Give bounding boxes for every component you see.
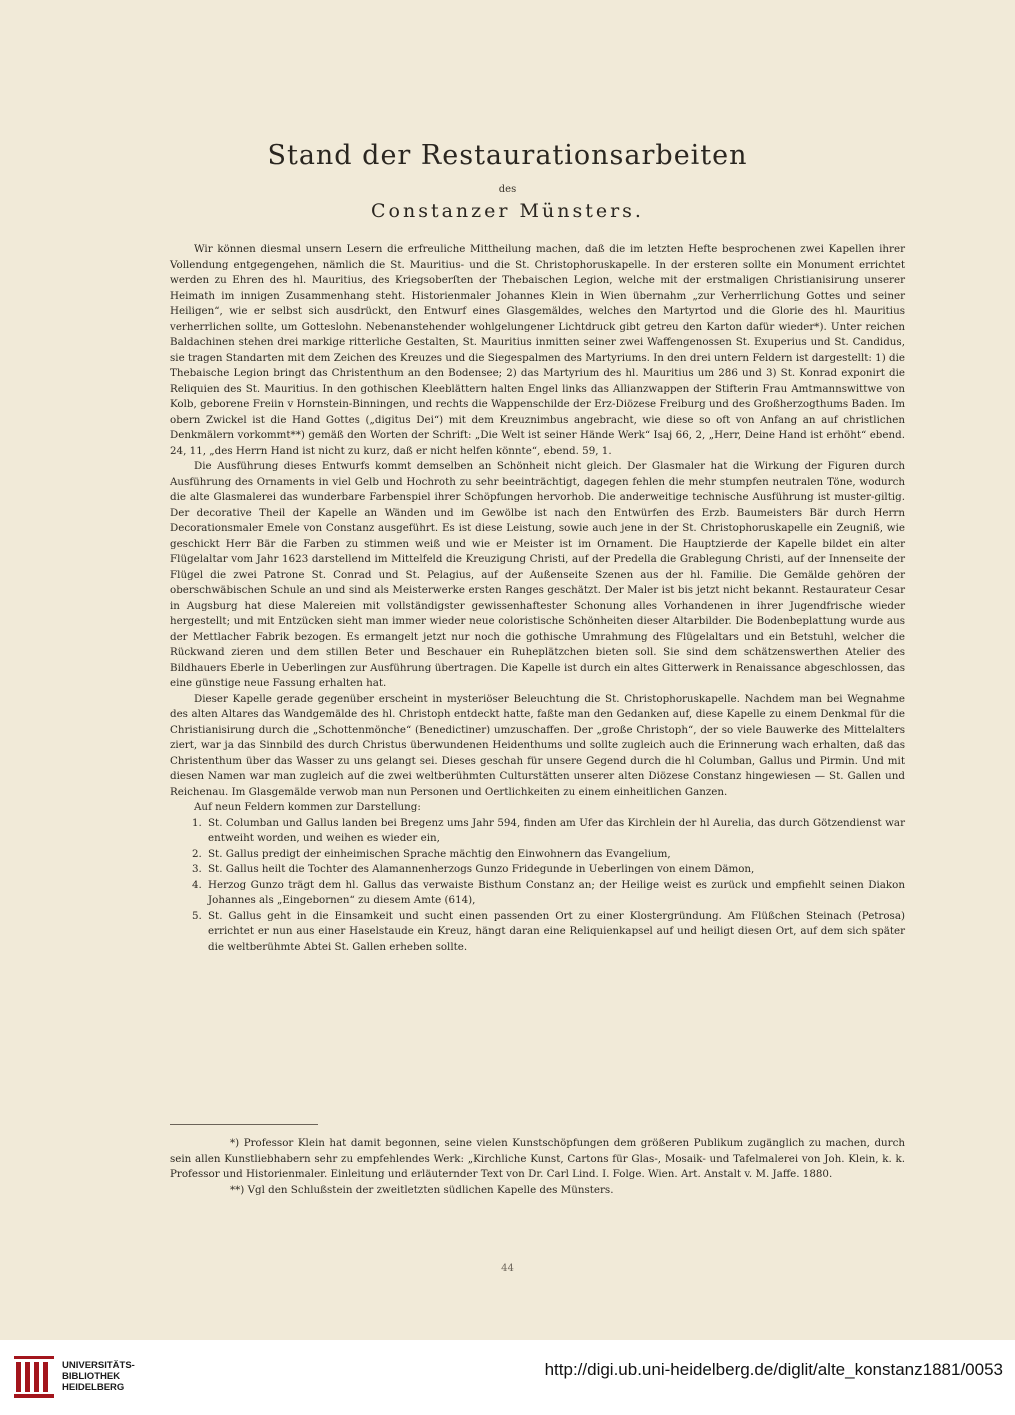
list-item — [170, 878, 905, 909]
list-number: 4. — [192, 878, 202, 891]
list-item — [170, 847, 905, 863]
list-number: 5. — [192, 909, 202, 922]
list-number: 3. — [192, 863, 202, 875]
paragraph: Die Ausführung dieses Entwurfs kommt demselben an Schönheit nicht gleich. Der Glasmaler hat die Wirkung der Figuren durch Ausführung des Ornaments in viel Gelb und Hochroth zu sehr beeinträchtigt, dagegen fehlen die mehr stumpfen neutralen Töne, wodurch die alte Glasmalerei das wunderbare Farbenspiel ihrer Schöpfungen hervorhob. Die anderweitige technische Ausführung ist muster-giltig. Der decorative Theil der Kapelle an Wänden und im Gewölbe ist nach den Entwürfen des Erzb. Baumeisters Bär durch Herrn Decorationsmaler Emele von Constanz ausgeführt. Es ist diese Leistung, sowie auch jene in der St. Christophoruskapelle ein Zeugniß, wie geschickt Herr Bär die Farben zu stimmen weiß und wie er Meister ist im Ornament. Die Hauptzierde der Kapelle bildet ein alter Flügelaltar vom Jahr 1623 darstellend im Mittelfeld die Kreuzigung Christi, auf der Predella die Grablegung Christi, auf der Innenseite der Flügel die zwei Patrone St. Conrad und St. Pelagius, auf der Außenseite Szenen aus der hl. Familie. Die Gemälde gehören der oberschwäbischen Schule an und sind als Meisterwerke ersten Ranges geschätzt. Der Maler ist bis jetzt nicht bekannt. Restaurateur Cesar in Augsburg hat diese Malereien mit vollständigster gewissenhaftester Schonung alles Vorhandenen in ihrer Jugendfrische wieder hergestellt; und mit Entzücken sieht man immer wieder neue coloristische Schönheiten dieser Altarbilder. Die Bodenbeplattung wurde aus der Mettlacher Fabrik bezogen. Es ermangelt jetzt nur noch die gothische Umrahmung des Flügelaltars und ein Betstuhl, welcher die Rückwand zieren und dem stillen Beter und Beschauer ein Ruheplätzchen bieten soll. Sie sind dem schätzenswerthen Atelier des Bildhauers Eberle in Ueberlingen zur Ausführung übertragen. Die Kapelle ist durch ein altes Gitterwerk in Renaissance abgeschlossen, das eine günstige neue Fassung erhalten hat. — [170, 460, 905, 689]
page-number: 44 — [501, 1263, 514, 1274]
footnote: *) Professor Klein hat damit begonnen, seine vielen Kunstschöpfungen dem größeren Publikum zugänglich zu machen, durch sein allen Kunstliebhabern sehr zu empfehlendes Werk: „Kirchliche Kunst, Cartons für Glas-, Mosaik- und Tafelmalerei von Joh. Klein, k. k. Professor und Historienmaler. Einleitung und erläuternder Text von Dr. Carl Lind. I. Folge. Wien. Art. Anstalt v. M. Jaffe. 1880. — [170, 1137, 905, 1180]
paragraph: Dieser Kapelle gerade gegenüber erscheint in mysteriöser Beleuchtung die St. Christophoruskapelle. Nachdem man bei Wegnahme des alten Altares das Wandgemälde des hl. Christoph entdeckt hatte, faßte man den Gedanken auf, diese Kapelle zu einem Denkmal für die Christianisirung durch die „Schottenmönche“ (Benedictiner) umzuschaffen. Der „große Christoph“, der so viele Bauwerke des Mittelalters ziert, war ja das Sinnbild des durch Christus überwundenen Heidenthums und sollte zugleich auch die Erinnerung wach erhalten, daß das Christenthum über das Wasser zu uns gelangt sei. Dieses geschah für unsere Gegend durch die hl Columban, Gallus und Pirmin. Und mit diesen Namen war man zugleich auf die zwei weltberühmten Culturstätten unserer alten Diözese Constanz hingewiesen — St. Gallen und Reichenau. Im Glasgemälde verwob man nun Personen und Oertlichkeiten zu einem einheitlichen Ganzen. — [170, 692, 905, 798]
list-number: 1. — [192, 816, 202, 829]
list-text: St. Gallus predigt der einheimischen Sprache mächtig den Einwohnern das Evangelium, — [208, 847, 671, 860]
page-subtitle: Constanzer Münsters. — [371, 200, 644, 222]
source-url[interactable]: http://digi.ub.uni-heidelberg.de/diglit/alte_konstanz1881/0053 — [544, 1360, 1003, 1379]
footnotes — [170, 1136, 905, 1198]
paragraph: Wir können diesmal unsern Lesern die erfreuliche Mittheilung machen, daß die im letzten Hefte besprochenen zwei Kapellen ihrer Vollendung entgegengehen, nämlich die St. Mauritius- und die St. Christophoruskapelle. In der ersteren sollte ein Monument errichtet werden zu Ehren des hl. Mauritius, des Kriegsoberſten der Thebaischen Legion, welche mit der erstmaligen Christianisirung unserer Heimath im innigen Zusammenhang steht. Historienmaler Johannes Klein in Wien übernahm „zur Verherrlichung Gottes und seiner Heiligen“, wie er selbst sich ausdrückt, den Entwurf eines Glasgemäldes, welches den Martyrtod und die Glorie des hl. Mauritius verherrlichen sollte, um Gotteslohn. Nebenanstehender wohlgelungener Lichtdruck gibt getreu den Karton dafür wieder*). Unter reichen Baldachinen stehen drei markige ritterliche Gestalten, St. Mauritius inmitten seiner zwei Waffengenossen St. Exuperius und St. Candidus, sie tragen Standarten mit dem Zeichen des Kreuzes und die Siegespalmen des Martyriums. In den drei untern Feldern ist dargestellt: 1) die Thebaische Legion bringt das Christenthum an den Bodensee; 2) das Martyrium des hl. Mauritius um 286 und 3) St. Konrad exponirt die Reliquien des St. Mauritius. In den gothischen Kleeblättern halten Engel links das Allianzwappen der Stifterin Frau Amtmannswittwe von Kolb, geborene Freiin v Hornstein-Binningen, und rechts die Wappenschilde der Erz-Diözese Freiburg und des Großherzogthums Baden. Im obern Zwickel ist die Hand Gottes („digitus Dei“) mit dem Kreuznimbus angebracht, wie diese so oft von Anfang an auf christlichen Denkmälern vorkommt**) gemäß den Worten der Schrift: „Die Welt ist seiner Hände Werk“ Isaj 66, 2, „Herr, Deine Hand ist erhöht“ ebend. 24, 11, „des Herrn Hand ist nicht zu kurz, daß er nicht helfen könnte“, ebend. 59, 1. — [170, 243, 905, 457]
panel-list — [170, 816, 905, 956]
title-connector: des — [498, 184, 517, 195]
list-number: 2. — [192, 847, 202, 860]
list-text: St. Gallus heilt die Tochter des Alamannenherzogs Gunzo Fridegunde in Ueberlingen von einem Dämon, — [208, 863, 755, 875]
library-footer — [0, 1340, 1015, 1415]
list-text: St. Gallus geht in die Einsamkeit und sucht einen passenden Ort zu einer Klostergründung. Am Flüßchen Steinach (Petrosa) errichtet er nun aus einer Haselstaude ein Kreuz, hängt daran eine Reliquienkapsel auf und heiligt diesen Ort, auf dem sich später die weltberühmte Abtei St. Gallen erheben sollte. — [208, 909, 905, 953]
list-text: St. Columban und Gallus landen bei Bregenz ums Jahr 594, finden am Ufer das Kirchlein der hl Aurelia, das durch Götzendienst war entweiht worden, und weihen es wieder ein, — [208, 816, 905, 844]
list-item — [170, 816, 905, 847]
list-text: Herzog Gunzo trägt dem hl. Gallus das verwaiste Bisthum Constanz an; der Heilige weist es zurück und empfiehlt seinen Diakon Johannes als „Eingebornen“ zu diesem Amte (614), — [208, 878, 905, 906]
list-item — [170, 909, 905, 956]
footnote-divider — [170, 1124, 318, 1125]
page-title: Stand der Restaurationsarbeiten — [267, 140, 748, 171]
footnote: **) Vgl den Schlußstein der zweitletzten südlichen Kapelle des Münsters. — [230, 1183, 614, 1196]
article-body — [170, 242, 905, 955]
paragraph: Auf neun Feldern kommen zur Darstellung: — [194, 801, 421, 813]
library-name: UNIVERSITÄTS- BIBLIOTHEK HEIDELBERG — [62, 1360, 135, 1393]
university-library-logo-icon — [12, 1352, 56, 1402]
list-item — [170, 862, 905, 878]
